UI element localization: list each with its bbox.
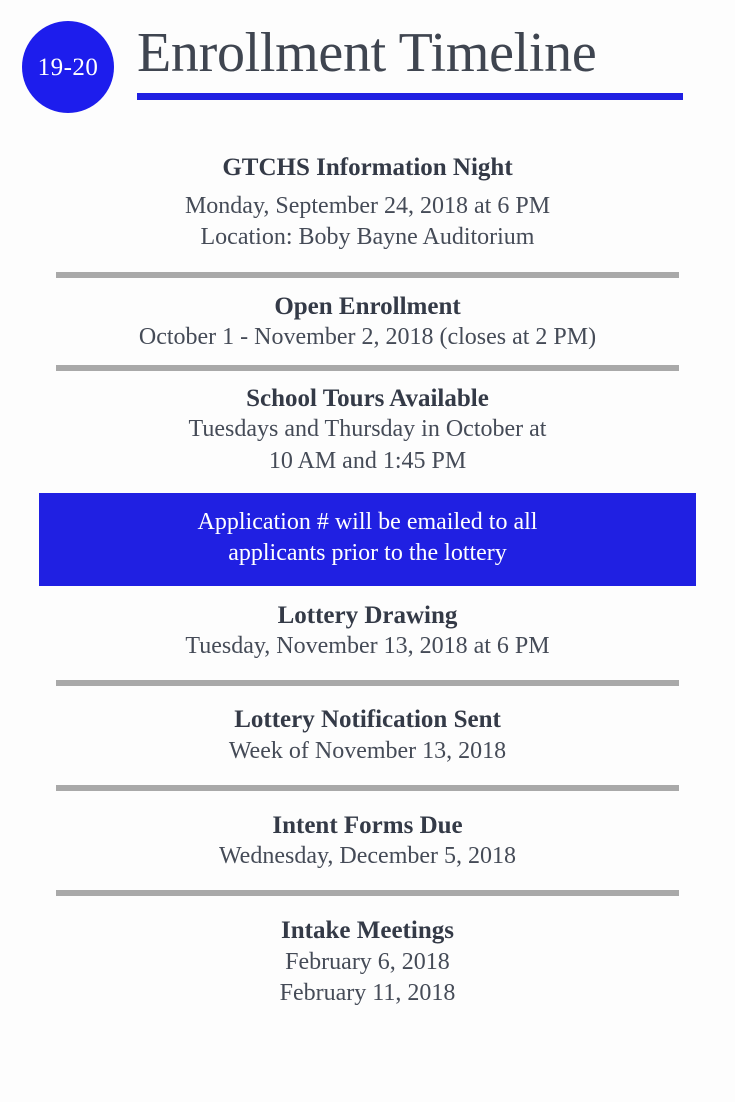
section-detail-line: Week of November 13, 2018	[228, 737, 507, 764]
section-detail-line: 10 AM and 1:45 PM	[268, 447, 467, 474]
section-divider	[56, 785, 679, 791]
timeline-item-intent-forms	[0, 810, 735, 872]
section-detail-line: Wednesday, December 5, 2018	[218, 843, 517, 870]
section-detail-line: Tuesday, November 13, 2018 at 6 PM	[185, 633, 550, 660]
poster-header	[0, 0, 735, 130]
timeline-item-lottery-notification	[0, 704, 735, 766]
section-heading: Intake Meetings	[281, 917, 454, 945]
section-heading: Open Enrollment	[274, 292, 461, 320]
section-heading: GTCHS Information Night	[222, 154, 513, 181]
section-heading: Intent Forms Due	[272, 811, 463, 839]
section-heading: Lottery Notification Sent	[234, 706, 501, 734]
section-detail-line: October 1 - November 2, 2018 (closes at 2 PM)	[138, 323, 597, 350]
school-year-badge-label: 19-20	[37, 53, 99, 81]
school-year-badge	[22, 21, 114, 113]
timeline-item-open-enrollment	[0, 291, 735, 353]
title-underline-rule	[137, 93, 683, 100]
timeline-item-lottery-drawing	[0, 600, 735, 662]
section-divider	[56, 365, 679, 371]
section-divider	[56, 272, 679, 278]
section-detail-line: February 11, 2018	[279, 979, 456, 1006]
section-divider	[56, 890, 679, 896]
section-divider	[56, 680, 679, 686]
page-title: Enrollment Timeline	[137, 22, 597, 84]
section-heading: School Tours Available	[246, 385, 489, 413]
timeline-sections	[0, 152, 735, 1009]
section-heading: Lottery Drawing	[277, 602, 458, 630]
title-block	[137, 24, 685, 100]
section-detail-line: February 6, 2018	[285, 948, 450, 975]
timeline-item-school-tours	[0, 383, 735, 477]
section-detail-line: Monday, September 24, 2018 at 6 PM	[184, 193, 551, 220]
timeline-item-information-night	[0, 152, 735, 254]
section-detail-line: Tuesdays and Thursday in October at	[188, 416, 547, 443]
section-detail-line: Location: Boby Bayne Auditorium	[200, 224, 535, 251]
application-number-callout	[39, 493, 696, 586]
callout-line: Application # will be emailed to all	[197, 508, 538, 535]
timeline-item-intake-meetings	[0, 915, 735, 1009]
section-body	[22, 191, 713, 253]
callout-line: applicants prior to the lottery	[228, 540, 507, 567]
